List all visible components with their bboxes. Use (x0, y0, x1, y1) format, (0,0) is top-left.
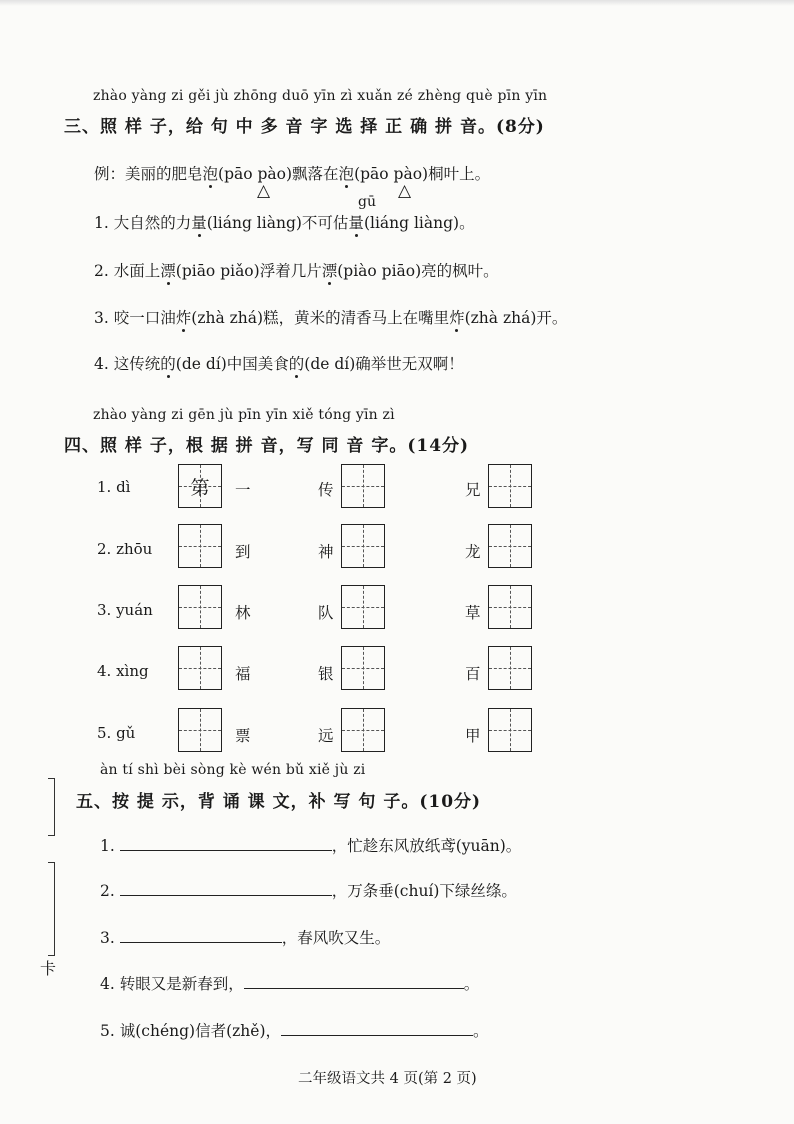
item-number: 5. (100, 1022, 115, 1040)
dotted-char: 量 (191, 214, 207, 232)
writing-box[interactable] (178, 646, 222, 690)
example-dotted-2: 泡 (338, 165, 355, 183)
recite-item-4 (100, 972, 479, 994)
item-text: 转眼又是新春到， (119, 975, 244, 993)
given-character: 队 (318, 604, 334, 622)
given-character: 草 (465, 604, 481, 622)
margin-bracket (48, 862, 55, 956)
homophone-label-4: 4. xìng (97, 662, 149, 680)
example-mark-pinyin: gū (358, 194, 376, 210)
writing-box[interactable] (178, 524, 222, 568)
section3-pinyin: zhào yàng zi gěi jù zhōng duō yīn zì xuǎn zé zhèng què pīn yīn (93, 88, 548, 104)
answer-blank[interactable] (120, 928, 282, 943)
section4-heading: 四、照 样 子，根 据 拼 音，写 同 音 字。(14分) (64, 436, 470, 456)
item-text: 大自然的力 (113, 214, 192, 232)
writing-box[interactable] (341, 646, 385, 690)
writing-box[interactable] (178, 708, 222, 752)
item-text: (piāo piǎo)浮着几片 (175, 262, 322, 280)
section5-heading: 五、按 提 示，背 诵 课 文，补 写 句 子。(10分) (76, 792, 482, 812)
given-character: 票 (235, 727, 251, 745)
answer-blank[interactable] (244, 974, 464, 989)
given-character: 远 (318, 727, 334, 745)
dotted-char: 炸 (449, 309, 465, 327)
item-text: (de dí)确举世无双啊！ (304, 355, 464, 373)
item-text: 这传统 (113, 355, 161, 373)
polyphone-item-2 (94, 259, 499, 281)
given-character: 银 (318, 665, 334, 683)
item-text: 咬一口油 (113, 309, 176, 327)
writing-box[interactable] (488, 464, 532, 508)
item-text: (piào piāo)亮的枫叶。 (337, 262, 499, 280)
dotted-char: 的 (160, 355, 176, 373)
margin-character: 卡 (40, 959, 57, 978)
item-text: (de dí)中国美食 (175, 355, 289, 373)
item-number: 2. (94, 262, 109, 280)
example-sentence (94, 162, 490, 184)
item-text: ，春风吹又生。 (281, 929, 391, 947)
recite-item-2 (100, 879, 517, 901)
example-triangle-1: △ (257, 181, 271, 201)
homophone-label-5: 5. gǔ (97, 724, 136, 742)
recite-item-3 (100, 926, 390, 948)
writing-box[interactable] (341, 464, 385, 508)
item-text: (zhà zhá)开。 (464, 309, 568, 327)
writing-box[interactable] (488, 585, 532, 629)
writing-box[interactable] (488, 708, 532, 752)
item-text: 诚(chéng)信者(zhě)， (119, 1022, 281, 1040)
homophone-label-2: 2. zhōu (97, 540, 153, 558)
writing-box[interactable] (341, 708, 385, 752)
item-text: (zhà zhá)糕，黄米的清香马上在嘴里 (191, 309, 450, 327)
scan-top-edge (0, 0, 794, 6)
item-number: 4. (94, 355, 109, 373)
given-character: 福 (235, 665, 251, 683)
section3-heading: 三、照 样 子，给 句 中 多 音 字 选 择 正 确 拼 音。(8分) (64, 117, 545, 137)
example-prefix: 例：美丽的肥皂 (94, 165, 203, 183)
given-character: 甲 (465, 727, 481, 745)
item-number: 2. (100, 882, 115, 900)
item-number: 1. (100, 837, 115, 855)
answer-blank[interactable] (120, 881, 332, 896)
item-number: 1. (94, 214, 109, 232)
margin-bracket (48, 778, 55, 836)
box-character: 第 (190, 477, 210, 499)
example-middle-2: (pāo pào)桐叶上。 (354, 165, 491, 183)
example-middle-1: (pāo pào)飘落在 (218, 165, 339, 183)
given-character: 神 (318, 543, 334, 561)
polyphone-item-4 (94, 352, 464, 374)
writing-box[interactable] (488, 524, 532, 568)
item-text: 水面上 (113, 262, 161, 280)
item-number: 4. (100, 975, 115, 993)
item-text: 。 (463, 975, 480, 993)
writing-box[interactable] (341, 585, 385, 629)
homophone-label-1: 1. dì (97, 478, 131, 496)
homophone-label-3: 3. yuán (97, 601, 153, 619)
writing-box[interactable] (488, 646, 532, 690)
item-text: (liáng liàng)。 (363, 214, 475, 232)
writing-box (178, 464, 222, 508)
item-number: 3. (100, 929, 115, 947)
section5-pinyin: àn tí shì bèi sòng kè wén bǔ xiě jù zi (100, 762, 366, 778)
dotted-char: 漂 (321, 262, 338, 280)
dotted-char: 漂 (160, 262, 176, 280)
item-text: ，万条垂(chuí)下绿丝绦。 (331, 882, 517, 900)
dotted-char: 量 (348, 214, 364, 232)
item-number: 3. (94, 309, 109, 327)
given-character: 到 (235, 543, 251, 561)
item-text: ，忙趁东风放纸鸢(yuān)。 (331, 837, 522, 855)
item-text: (liáng liàng)不可估 (206, 214, 349, 232)
example-triangle-2: △ (398, 181, 412, 201)
given-character: 一 (235, 481, 251, 499)
item-text: 。 (473, 1022, 489, 1040)
given-character: 龙 (465, 543, 481, 561)
given-character: 兄 (465, 481, 481, 499)
polyphone-item-3 (94, 306, 567, 328)
answer-blank[interactable] (120, 836, 332, 851)
polyphone-item-1 (94, 211, 475, 233)
writing-box[interactable] (178, 585, 222, 629)
page-footer: 二年级语文共 4 页(第 2 页) (298, 1071, 477, 1087)
recite-item-5 (100, 1019, 489, 1041)
section4-pinyin: zhào yàng zi gēn jù pīn yīn xiě tóng yīn zì (93, 407, 395, 423)
answer-blank[interactable] (281, 1021, 473, 1036)
given-character: 传 (318, 481, 334, 499)
writing-box[interactable] (341, 524, 385, 568)
given-character: 百 (465, 665, 481, 683)
recite-item-1 (100, 834, 521, 856)
dotted-char: 炸 (175, 309, 192, 327)
dotted-char: 的 (288, 355, 305, 373)
given-character: 林 (235, 604, 251, 622)
example-dotted-1: 泡 (202, 165, 219, 183)
